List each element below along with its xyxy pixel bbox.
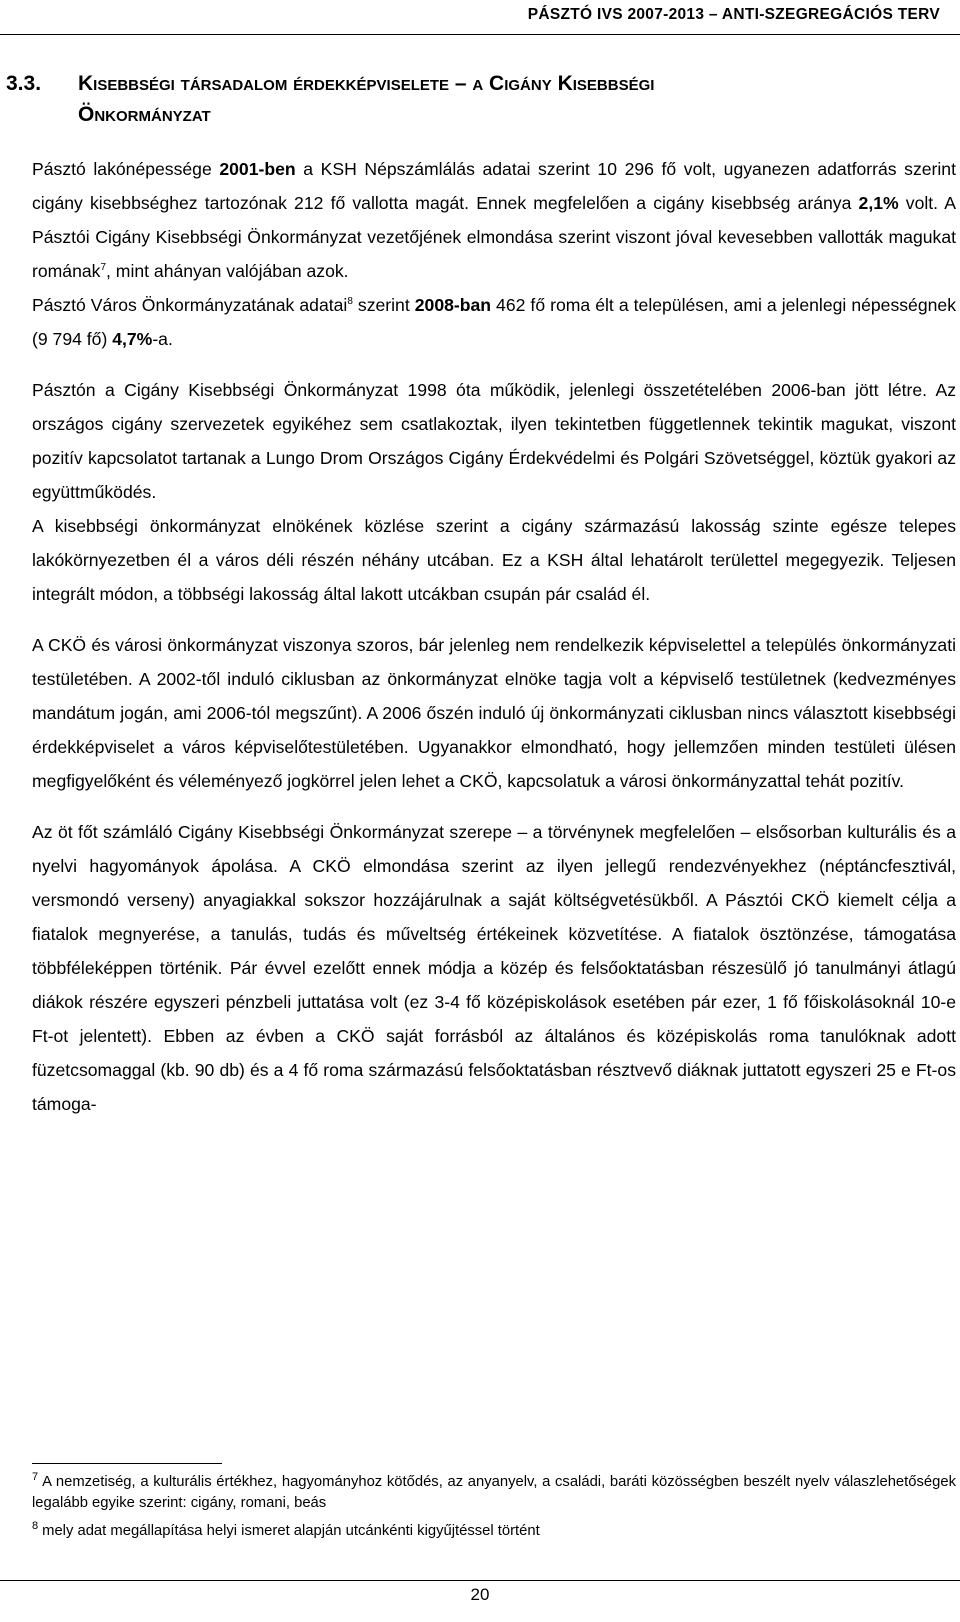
body-text — [32, 152, 956, 1121]
footnote-ref-8[interactable]: 8 — [347, 296, 353, 308]
text-run: a KSH Népszámlálás adatai szerint 10 296 fő volt, ugyanezen adatforrás szerint cigány kisebbséghez tartozónak 212 fő vallotta magát. Ennek megfelelően a cigány kisebbség aránya — [32, 159, 956, 213]
text-run: Pásztó Város Önkormányzatának adatai — [32, 295, 348, 315]
paragraph-2 — [32, 288, 956, 356]
footnote-text: A nemzetiség, a kulturális értékhez, hagyományhoz kötődés, az anyanyelv, a családi, baráti közösségben beszélt nyelv válaszlehetőségek legalább egyike szerint: cigány, romani, beás — [32, 1474, 956, 1511]
running-header: PÁSZTÓ IVS 2007-2013 – ANTI-SZEGREGÁCIÓS TERV — [527, 6, 940, 23]
text-run: Pásztó lakónépessége — [32, 159, 220, 179]
paragraph-1 — [32, 152, 956, 288]
header-rule — [0, 34, 960, 35]
section-heading — [6, 68, 936, 130]
footnote-separator — [32, 1463, 222, 1464]
footnote-7 — [32, 1472, 956, 1514]
footnote-number: 7 — [32, 1471, 39, 1484]
section-title-line1: Kisebbségi társadalom érdekképviselete – a Cigány Kisebbségi — [78, 72, 655, 95]
paragraph-5: A CKÖ és városi önkormányzat viszonya szoros, bár jelenleg nem rendelkezik képviselettel a település önkormányzati testületében. A 2002-től induló ciklusban az önkormányzat elnöke tagja volt a képviselő testületnek (kedvezményes mandátum jogán, ami 2006-tól megszűnt). A 2006 őszén induló új önkormányzati ciklusban nincs választott kisebbségi érdekképviselet a város képviselőtestületében. Ugyanakkor elmondható, hogy jellemzően minden testületi ülésen megfigyelőként és véleményező jogkörrel jelen lehet a CKÖ, kapcsolatuk a városi önkormányzattal tehát pozitív. — [32, 635, 956, 791]
text-run: , mint ahányan valójában azok. — [106, 261, 349, 281]
paragraph-4: A kisebbségi önkormányzat elnökének közlése szerint a cigány származású lakosság szinte egésze telepes lakókörnyezetben él a város déli részén néhány utcában. Ez a KSH által lehatárolt területtel megegyezik. Teljesen integrált módon, a többségi lakosság által lakott utcákban csupán pár család él. — [32, 516, 956, 604]
footnote-text: mely adat megállapítása helyi ismeret alapján utcánkénti kigyűjtéssel történt — [42, 1523, 540, 1539]
footer-rule — [0, 1580, 960, 1581]
text-run-bold: 4,7% — [112, 329, 153, 349]
page-number: 20 — [470, 1585, 490, 1604]
footnote-8 — [32, 1521, 956, 1542]
text-run-bold: 2001-ben — [219, 159, 296, 179]
footnote-number: 8 — [32, 1520, 39, 1533]
footnotes — [32, 1472, 956, 1549]
section-title-line2: Önkormányzat — [78, 103, 211, 126]
text-run: volt. A Pásztói Cigány Kisebbségi Önkormányzat vezetőjének elmondása szerint viszont jóval kevesebben vallották magukat romának — [32, 193, 956, 281]
text-run-bold: 2008-ban — [414, 295, 492, 315]
footnote-ref-7[interactable]: 7 — [100, 262, 107, 274]
text-run: -a. — [152, 329, 173, 349]
paragraph-3: Pásztón a Cigány Kisebbségi Önkormányzat 1998 óta működik, jelenlegi összetételében 2006-ban jött létre. Az országos cigány szervezetek egyikéhez sem csatlakoztak, ilyen tekintetben függetlennek tekintik magukat, viszont pozitív kapcsolatot tartanak a Lungo Drom Országos Cigány Érdekvédelmi és Polgári Szövetséggel, köztük gyakori az együttműködés. — [32, 380, 956, 502]
text-run: szerint — [352, 295, 415, 315]
text-run: 462 fő roma élt a településen, ami a jelenlegi népességnek (9 794 fő) — [32, 295, 956, 349]
paragraph-6: Az öt főt számláló Cigány Kisebbségi Önkormányzat szerepe – a törvénynek megfelelően – elsősorban kulturális és a nyelvi hagyományok ápolása. A CKÖ elmondása szerint az ilyen jellegű rendezvényekhez (néptáncfesztivál, versmondó verseny) anyagiakkal sokszor hozzájárulnak a saját költségvetésükből. A Pásztói CKÖ kiemelt célja a fiatalok megnyerése, a tanulás, tudás és műveltség értékeinek közvetítése. A fiatalok ösztönzése, támogatása többféleképpen történik. Pár évvel ezelőtt ennek módja a közép és felsőoktatásban részesülő jó tanulmányi átlagú diákok részére egyszeri pénzbeli juttatása volt (ez 3-4 fő középiskolások esetében pár ezer, 1 fő főiskolásoknál 10-e Ft-ot jelentett). Ebben az évben a CKÖ saját forrásból az általános és középiskolás roma tanulóknak adott füzetcsomaggal (kb. 90 db) és a 4 fő roma származású felsőoktatásban résztvevő diáknak juttatott egyszeri 25 e Ft-os támoga- — [32, 822, 956, 1114]
section-number: 3.3. — [6, 72, 42, 95]
text-run-bold: 2,1% — [858, 193, 899, 213]
